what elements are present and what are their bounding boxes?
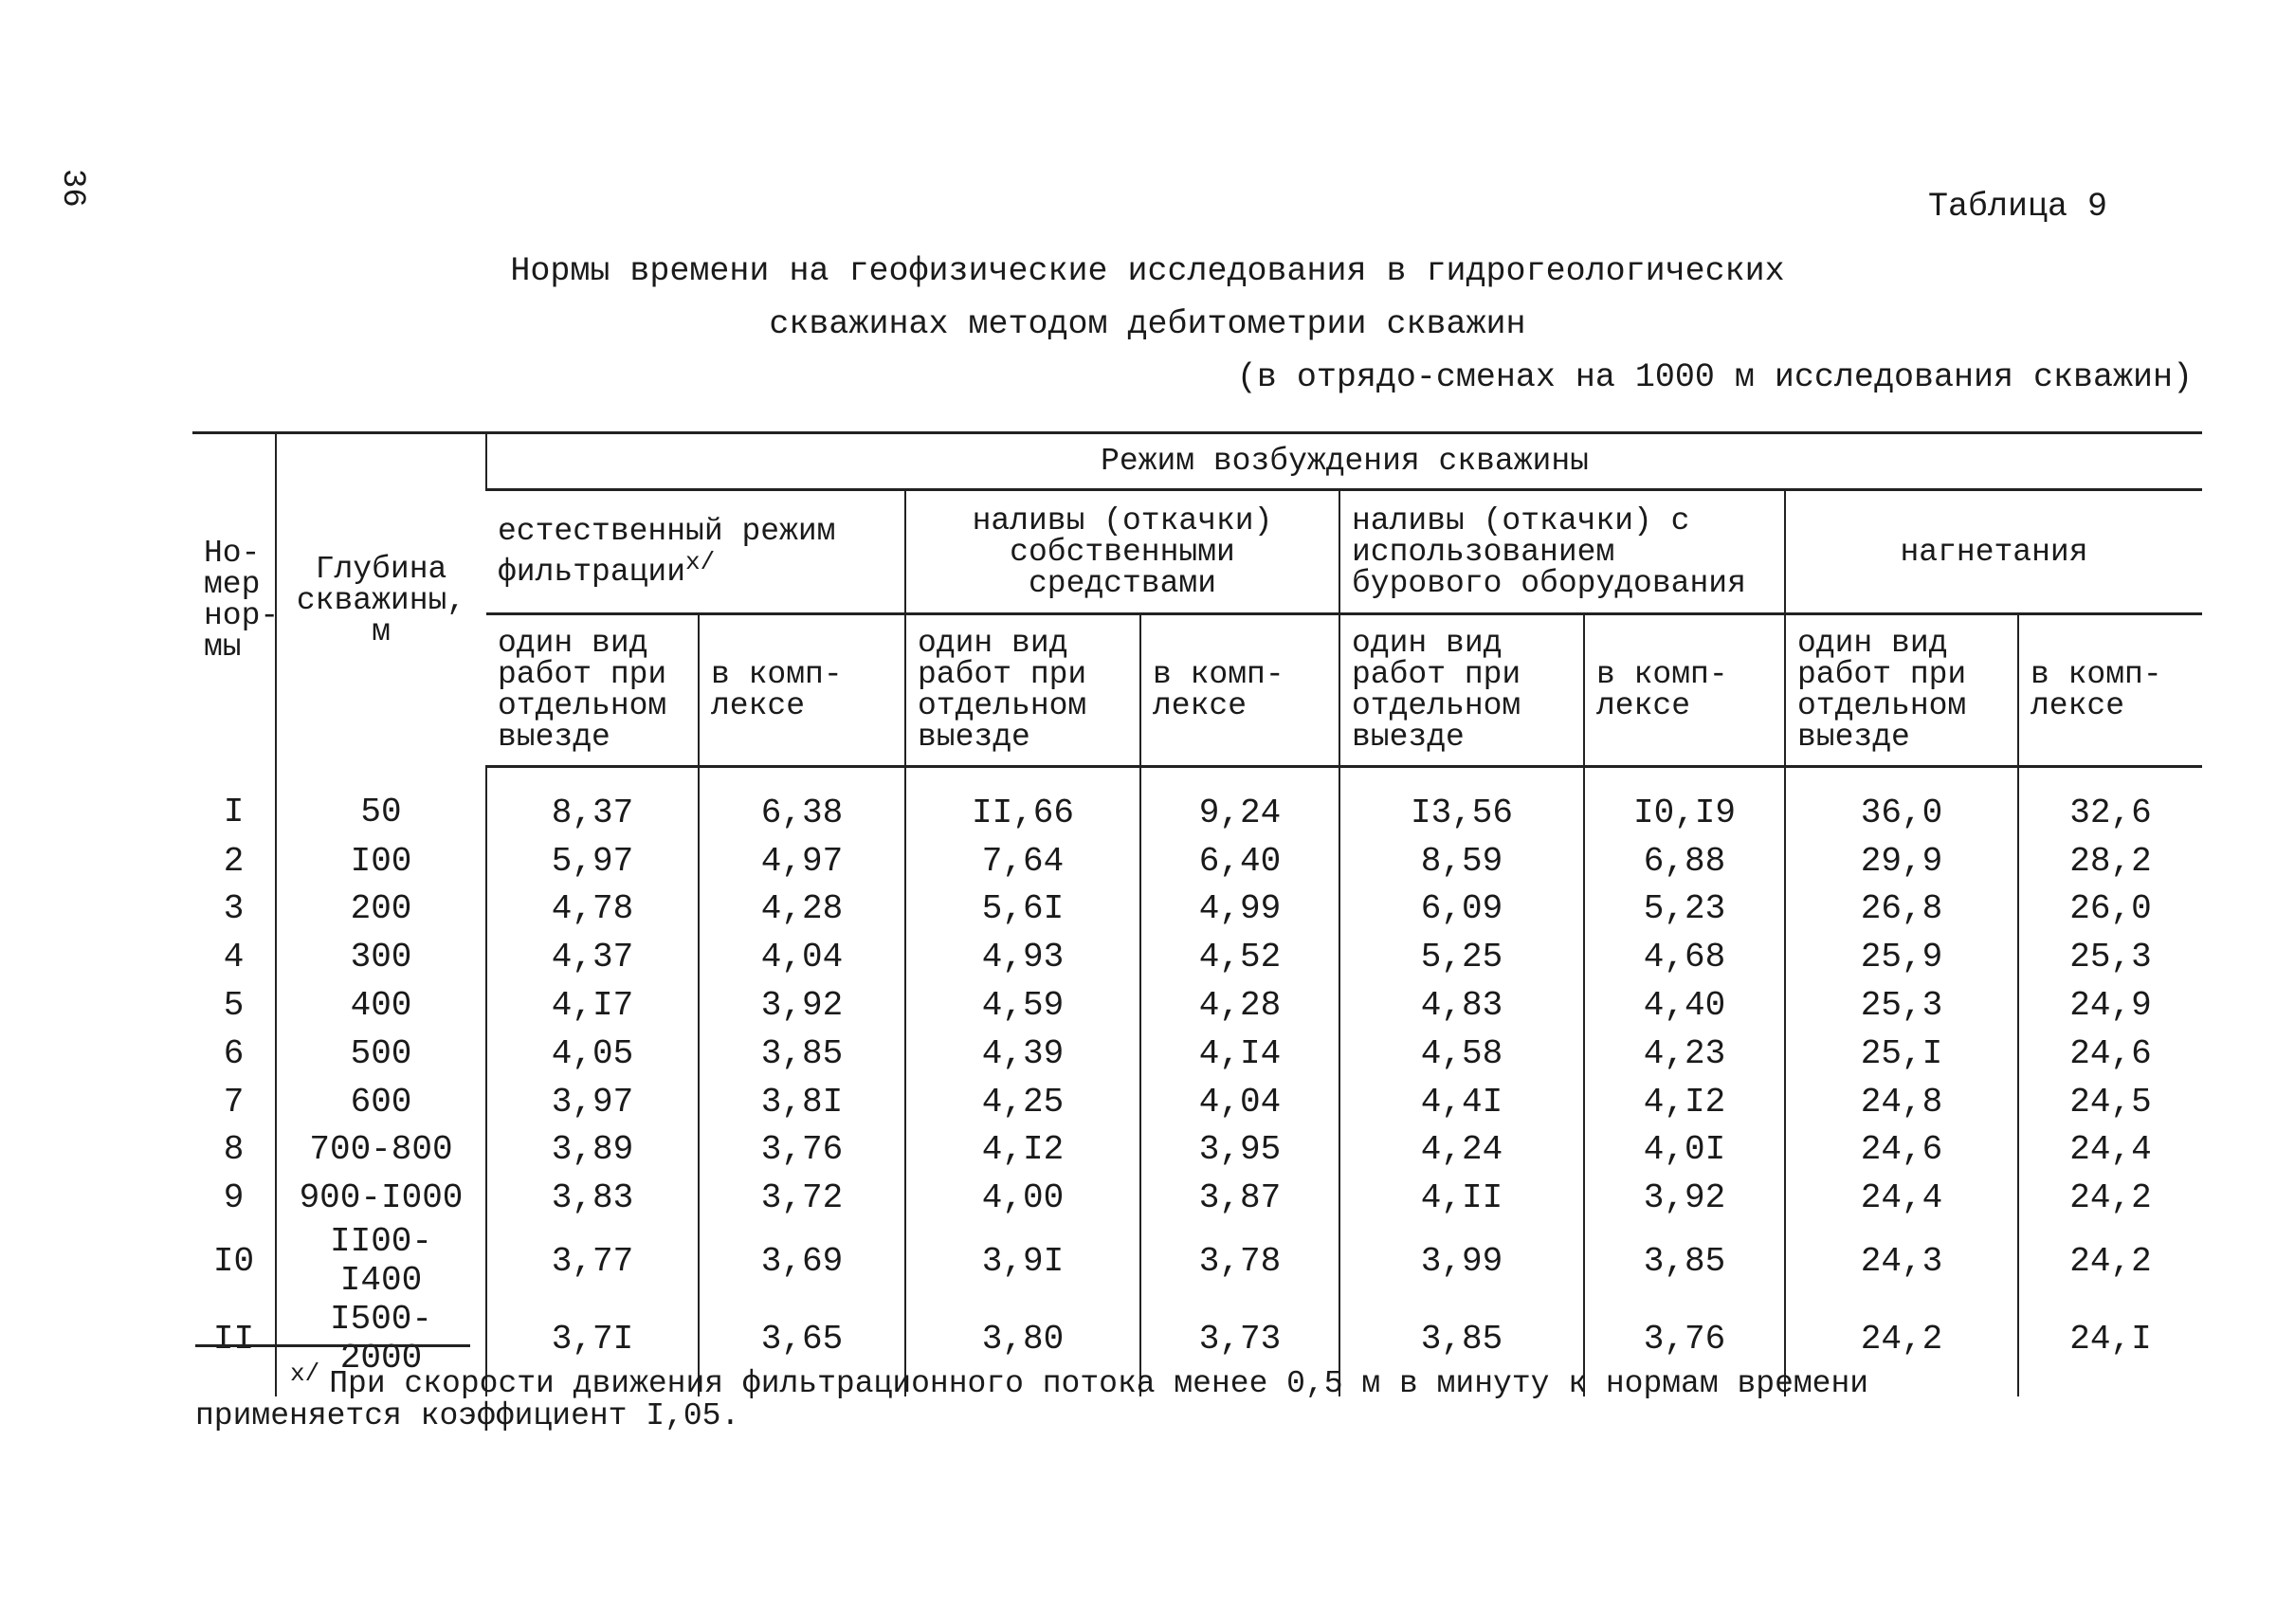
table-cell: 5,6I	[905, 885, 1140, 934]
table-cell: 3,72	[699, 1174, 905, 1222]
table-cell: 3,65	[699, 1300, 905, 1396]
subheader-complex: в комп-лексе	[699, 614, 905, 767]
table-cell: 4,52	[1140, 933, 1339, 981]
table-cell: 3,8I	[699, 1078, 905, 1126]
table-cell: 4,97	[699, 837, 905, 885]
table-cell: 3,76	[699, 1126, 905, 1175]
table-cell: 4,04	[1140, 1078, 1339, 1126]
table-cell: 3,78	[1140, 1222, 1339, 1300]
table-cell: 3,77	[486, 1222, 699, 1300]
table-cell: 3,69	[699, 1222, 905, 1300]
table-cell: 4,0I	[1584, 1126, 1785, 1175]
table-title	[0, 245, 2295, 351]
subheader-complex: в комп-лексе	[2018, 614, 2202, 767]
units-note: (в отрядо-сменах на 1000 м исследования скважин)	[1236, 358, 2193, 396]
norms-table	[192, 431, 2202, 1396]
table-cell: 3,85	[1584, 1222, 1785, 1300]
table-cell: 36,0	[1785, 767, 2018, 837]
table-cell: 3,85	[1339, 1300, 1584, 1396]
table-cell: 24,2	[2018, 1174, 2202, 1222]
table-cell: 3,92	[1584, 1174, 1785, 1222]
table-cell: I500-2000	[276, 1300, 486, 1396]
table-cell: 8	[223, 1130, 245, 1170]
table-cell: 28,2	[2018, 837, 2202, 885]
table-cell: 4,93	[905, 933, 1140, 981]
table-cell: 3,83	[486, 1174, 699, 1222]
header-natural-label: естественный режим фильтрации	[498, 514, 836, 590]
subheader-complex: в комп-лексе	[1584, 614, 1785, 767]
table-cell: 4,78	[486, 885, 699, 934]
table-row	[192, 767, 2202, 837]
table-cell: 4,4I	[1339, 1078, 1584, 1126]
table-cell: 3,80	[905, 1300, 1140, 1396]
table-cell: 4,39	[905, 1030, 1140, 1078]
header-regime: Режим возбуждения скважины	[486, 433, 2202, 490]
table-row	[192, 837, 2202, 885]
table-cell: 4,40	[1584, 981, 1785, 1030]
table-cell: 4,I4	[1140, 1030, 1339, 1078]
table-cell: 900-I000	[276, 1174, 486, 1222]
table-cell: 4,05	[486, 1030, 699, 1078]
table-body	[192, 767, 2202, 1397]
table-cell: 4,II	[1339, 1174, 1584, 1222]
table-cell: 24,5	[2018, 1078, 2202, 1126]
table-cell: 3,9I	[905, 1222, 1140, 1300]
table-cell: I	[223, 793, 245, 832]
table-cell: 3,92	[699, 981, 905, 1030]
table-cell: 25,3	[1785, 981, 2018, 1030]
table-cell: 24,I	[2018, 1300, 2202, 1396]
table-cell: 6,88	[1584, 837, 1785, 885]
footnote-rule	[195, 1344, 470, 1347]
table-cell: 4,24	[1339, 1126, 1584, 1175]
table-cell: 4,28	[699, 885, 905, 934]
table-cell: II	[212, 1319, 255, 1359]
table-cell: 5,25	[1339, 933, 1584, 981]
header-own-means: наливы (откачки) собственными средствами	[905, 490, 1339, 614]
table-cell: 4,28	[1140, 981, 1339, 1030]
subheader-complex: в комп-лексе	[1140, 614, 1339, 767]
table-cell: 3,7I	[486, 1300, 699, 1396]
table-row	[192, 1078, 2202, 1126]
table-cell: 24,4	[1785, 1174, 2018, 1222]
table-cell: 700-800	[276, 1126, 486, 1175]
table-cell: 29,9	[1785, 837, 2018, 885]
table-cell: 24,6	[1785, 1126, 2018, 1175]
footnote	[195, 1358, 1996, 1432]
table-cell: 7	[223, 1082, 245, 1122]
title-line-2: скважинах методом дебитометрии скважин	[769, 305, 1526, 343]
table-cell: 4,04	[699, 933, 905, 981]
table-cell: 8,37	[486, 767, 699, 837]
table-cell: 3,73	[1140, 1300, 1339, 1396]
table-cell: 4,59	[905, 981, 1140, 1030]
table-cell: 6,09	[1339, 885, 1584, 934]
table-row	[192, 885, 2202, 934]
header-depth: Глубина скважины, м	[276, 433, 486, 767]
table-cell: 4,I7	[486, 981, 699, 1030]
table-cell: 24,4	[2018, 1126, 2202, 1175]
table-cell: 6,40	[1140, 837, 1339, 885]
table-cell: II00-I400	[276, 1222, 486, 1300]
table-row	[192, 1174, 2202, 1222]
subheader-single: один вид работ при отдельном выезде	[905, 614, 1140, 767]
header-natural	[486, 490, 905, 614]
table-cell: 3,76	[1584, 1300, 1785, 1396]
table-cell: 4,99	[1140, 885, 1339, 934]
table-cell: 3,89	[486, 1126, 699, 1175]
header-norm-number: Но-мер нор-мы	[192, 433, 276, 767]
table-cell: 7,64	[905, 837, 1140, 885]
table-cell: 6,38	[699, 767, 905, 837]
table-cell: 9	[223, 1178, 245, 1218]
table-cell: 2	[223, 841, 245, 881]
footnote-mark: x/	[685, 548, 716, 576]
table-row	[192, 981, 2202, 1030]
table-cell: 25,9	[1785, 933, 2018, 981]
table-cell: II,66	[905, 767, 1140, 837]
table-cell: I0	[212, 1241, 255, 1281]
table-cell: 4,25	[905, 1078, 1140, 1126]
table-cell: 5,97	[486, 837, 699, 885]
table-cell: 5,23	[1584, 885, 1785, 934]
footnote-text: При скорости движения фильтрационного потока менее 0,5 м в минуту к нормам времени применяется коэффициент I,05.	[195, 1366, 1869, 1433]
table-cell: 3	[223, 889, 245, 929]
table-cell: 24,2	[2018, 1222, 2202, 1300]
table-cell: 25,I	[1785, 1030, 2018, 1078]
table-cell: 32,6	[2018, 767, 2202, 837]
table-cell: 26,0	[2018, 885, 2202, 934]
table-cell: 26,8	[1785, 885, 2018, 934]
table-cell: I00	[276, 837, 486, 885]
table-cell: 50	[276, 767, 486, 837]
table-cell: 3,95	[1140, 1126, 1339, 1175]
table-row	[192, 1126, 2202, 1175]
table-cell: 4,37	[486, 933, 699, 981]
table-cell: 3,85	[699, 1030, 905, 1078]
table-cell: 25,3	[2018, 933, 2202, 981]
title-line-1: Нормы времени на геофизические исследования в гидрогеологических	[510, 252, 1785, 290]
table-row	[192, 1030, 2202, 1078]
table-cell: 24,2	[1785, 1300, 2018, 1396]
table-cell: 200	[276, 885, 486, 934]
subheader-single: один вид работ при отдельном выезде	[1339, 614, 1584, 767]
table-cell: 4,I2	[1584, 1078, 1785, 1126]
header-injection: нагнетания	[1785, 490, 2202, 614]
table-cell: 4	[223, 938, 245, 977]
table-cell: 9,24	[1140, 767, 1339, 837]
table-cell: 4,58	[1339, 1030, 1584, 1078]
table-cell: 4,I2	[905, 1126, 1140, 1175]
table-cell: 24,3	[1785, 1222, 2018, 1300]
table-cell: 3,99	[1339, 1222, 1584, 1300]
table-cell: 4,68	[1584, 933, 1785, 981]
table-cell: 24,6	[2018, 1030, 2202, 1078]
table-cell: 500	[276, 1030, 486, 1078]
table-cell: 400	[276, 981, 486, 1030]
table-cell: I0,I9	[1584, 767, 1785, 837]
table-cell: 600	[276, 1078, 486, 1126]
table-label: Таблица 9	[1927, 188, 2107, 226]
table-cell: 4,23	[1584, 1030, 1785, 1078]
table-cell: 3,97	[486, 1078, 699, 1126]
table-row	[192, 1222, 2202, 1300]
subheader-single: один вид работ при отдельном выезде	[1785, 614, 2018, 767]
table-cell: 4,83	[1339, 981, 1584, 1030]
table-cell: 3,87	[1140, 1174, 1339, 1222]
table-cell: 300	[276, 933, 486, 981]
table-cell: 6	[223, 1033, 245, 1073]
table-cell: I3,56	[1339, 767, 1584, 837]
table-row	[192, 933, 2202, 981]
table-cell: 24,9	[2018, 981, 2202, 1030]
table-cell: 5	[223, 986, 245, 1026]
table-cell: 4,00	[905, 1174, 1140, 1222]
table-cell: 8,59	[1339, 837, 1584, 885]
table-cell: 24,8	[1785, 1078, 2018, 1126]
page-number: 36	[54, 169, 90, 208]
footnote-mark: x/	[290, 1359, 320, 1388]
subheader-single: один вид работ при отдельном выезде	[486, 614, 699, 767]
header-drill-equipment: наливы (откачки) с использованием бурового оборудования	[1339, 490, 1785, 614]
